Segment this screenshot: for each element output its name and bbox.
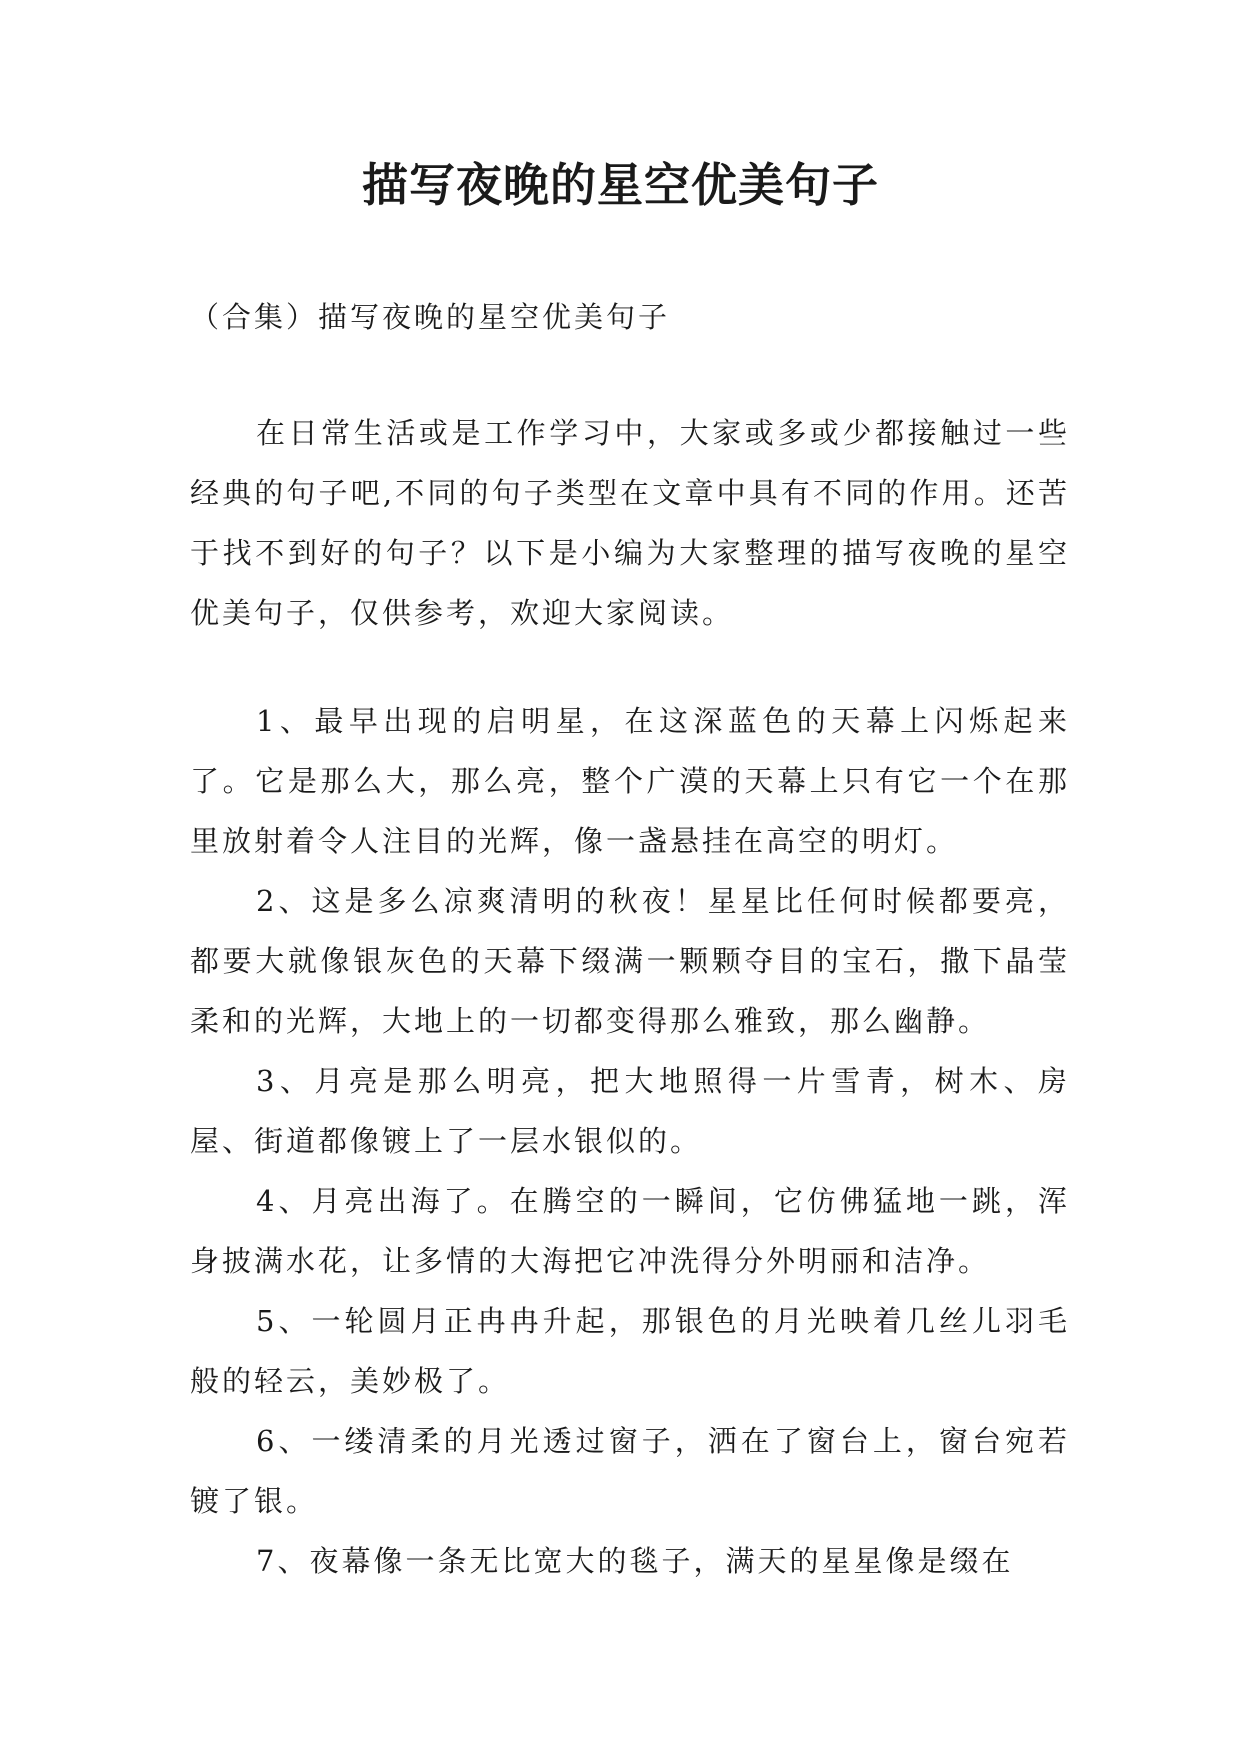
- sentence-item-4: 4、月亮出海了。在腾空的一瞬间，它仿佛猛地一跳，浑身披满水花，让多情的大海把它冲洗得分外明丽和洁净。: [190, 1184, 1070, 1278]
- sentence-item-5: 5、一轮圆月正冉冉升起，那银色的月光映着几丝儿羽毛般的轻云，美妙极了。: [190, 1304, 1070, 1398]
- intro-paragraph: 在日常生活或是工作学习中，大家或多或少都接触过一些经典的句子吧,不同的句子类型在文章中具有不同的作用。还苦于找不到好的句子？以下是小编为大家整理的描写夜晚的星空优美句子，仅供参考，欢迎大家阅读。: [190, 416, 1070, 630]
- sentence-item-3: 3、月亮是那么明亮，把大地照得一片雪青，树木、房屋、街道都像镀上了一层水银似的。: [190, 1064, 1070, 1158]
- sentence-item-1: 1、最早出现的启明星，在这深蓝色的天幕上闪烁起来了。它是那么大，那么亮，整个广漠的天幕上只有它一个在那里放射着令人注目的光辉，像一盏悬挂在高空的明灯。: [190, 704, 1070, 858]
- sentence-item-6: 6、一缕清柔的月光透过窗子，洒在了窗台上，窗台宛若镀了银。: [190, 1424, 1070, 1518]
- sentence-list: [190, 691, 1070, 1591]
- document-subtitle: （合集）描写夜晚的星空优美句子: [190, 300, 671, 334]
- sentence-item-2: 2、这是多么凉爽清明的秋夜！星星比任何时候都要亮，都要大就像银灰色的天幕下缀满一颗颗夺目的宝石，撒下晶莹柔和的光辉，大地上的一切都变得那么雅致，那么幽静。: [190, 884, 1070, 1038]
- document-title: 描写夜晚的星空优美句子: [362, 158, 879, 212]
- sentence-item-7: 7、夜幕像一条无比宽大的毯子，满天的星星像是缀在: [256, 1544, 1014, 1578]
